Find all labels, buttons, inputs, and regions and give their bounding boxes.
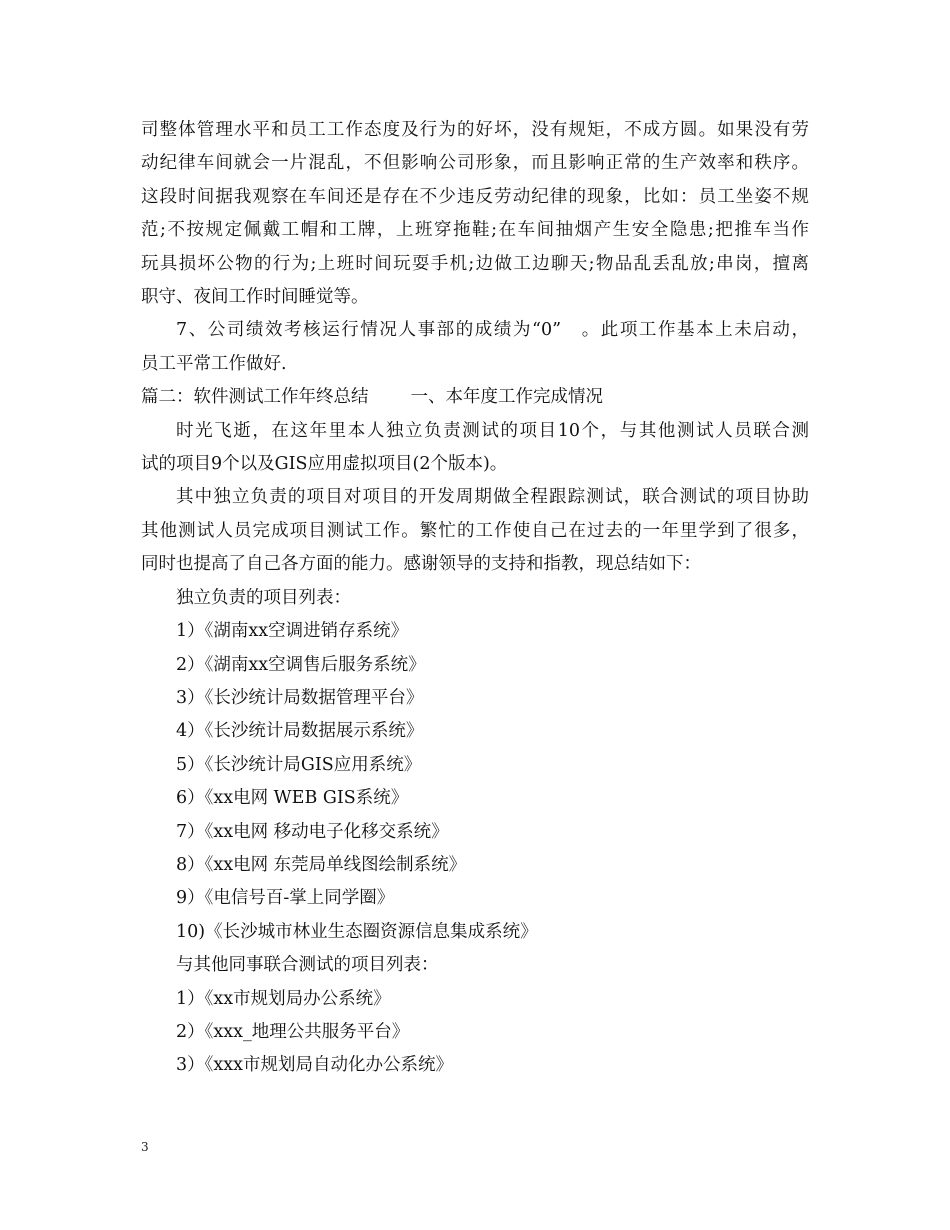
page-number: 3 xyxy=(141,1140,149,1154)
list-item: 3）《xxx市规划局自动化办公系统》 xyxy=(176,1055,453,1076)
joint-project-list xyxy=(141,983,809,1083)
list-item: 9）《电信号百-掌上同学圈》 xyxy=(176,888,395,909)
paragraph-projects-summary xyxy=(141,415,809,482)
paragraph-line: 其他测试人员完成项目测试工作。繁忙的工作使自己在过去的一年里学到了很多， xyxy=(141,520,809,541)
paragraph-line: 动纪律车间就会一片混乱，不但影响公司形象，而且影响正常的生产效率和秩序。 xyxy=(141,153,809,174)
section-heading xyxy=(141,381,809,414)
list-item: 5）《长沙统计局GIS应用系统》 xyxy=(176,754,422,775)
list-item: 2）《xxx_地理公共服务平台》 xyxy=(176,1021,410,1042)
section-heading-title: 篇二：软件测试工作年终总结 xyxy=(141,387,369,408)
list-item: 1）《湖南xx空调进销存系统》 xyxy=(176,621,409,642)
paragraph-line: 其中独立负责的项目对项目的开发周期做全程跟踪测试，联合测试的项目协助 xyxy=(176,487,809,508)
paragraph-projects-detail xyxy=(141,481,809,581)
document-body xyxy=(141,114,809,1083)
paragraph-labor-discipline xyxy=(141,114,809,314)
independent-list-title: 独立负责的项目列表： xyxy=(176,587,351,608)
list-item: 10)《长沙城市林业生态圈资源信息集成系统》 xyxy=(176,921,538,942)
paragraph-line: 范;不按规定佩戴工帽和工牌，上班穿拖鞋;在车间抽烟产生安全隐患;把推车当作 xyxy=(141,220,809,241)
paragraph-line: 玩具损坏公物的行为;上班时间玩耍手机;边做工边聊天;物品乱丢乱放;串岗，擅离 xyxy=(141,253,809,274)
list-item: 4）《长沙统计局数据展示系统》 xyxy=(176,721,424,742)
paragraph-line: 员工平常工作做好. xyxy=(141,353,287,374)
paragraph-line: 职守、夜间工作时间睡觉等。 xyxy=(141,287,369,308)
paragraph-line: 试的项目9个以及GIS应用虚拟项目(2个版本)。 xyxy=(141,454,508,475)
list-item: 8）《xx电网 东莞局单线图绘制系统》 xyxy=(176,854,467,875)
list-item: 7）《xx电网 移动电子化移交系统》 xyxy=(176,821,449,842)
paragraph-line: 7、公司绩效考核运行情况人事部的成绩为“0” 。此项工作基本上未启动， xyxy=(176,320,809,341)
independent-project-list xyxy=(141,615,809,949)
paragraph-line: 同时也提高了自己各方面的能力。感谢领导的支持和指教，现总结如下： xyxy=(141,554,701,575)
list-item: 6）《xx电网 WEB GIS系统》 xyxy=(176,788,409,809)
list-item: 1）《xx市规划局办公系统》 xyxy=(176,988,391,1009)
list-item: 3）《长沙统计局数据管理平台》 xyxy=(176,687,424,708)
paragraph-line: 司整体管理水平和员工工作态度及行为的好坏，没有规矩，不成方圆。如果没有劳 xyxy=(141,120,809,140)
paragraph-line: 时光飞逝，在这年里本人独立负责测试的项目10个，与其他测试人员联合测 xyxy=(176,420,809,441)
joint-list-title: 与其他同事联合测试的项目列表： xyxy=(176,955,439,976)
section-heading-subtitle: 一、本年度工作完成情况 xyxy=(410,387,603,408)
paragraph-performance-review xyxy=(141,314,809,381)
list-item: 2）《湖南xx空调售后服务系统》 xyxy=(176,654,426,675)
paragraph-line: 这段时间据我观察在车间还是存在不少违反劳动纪律的现象，比如：员工坐姿不规 xyxy=(141,186,809,207)
